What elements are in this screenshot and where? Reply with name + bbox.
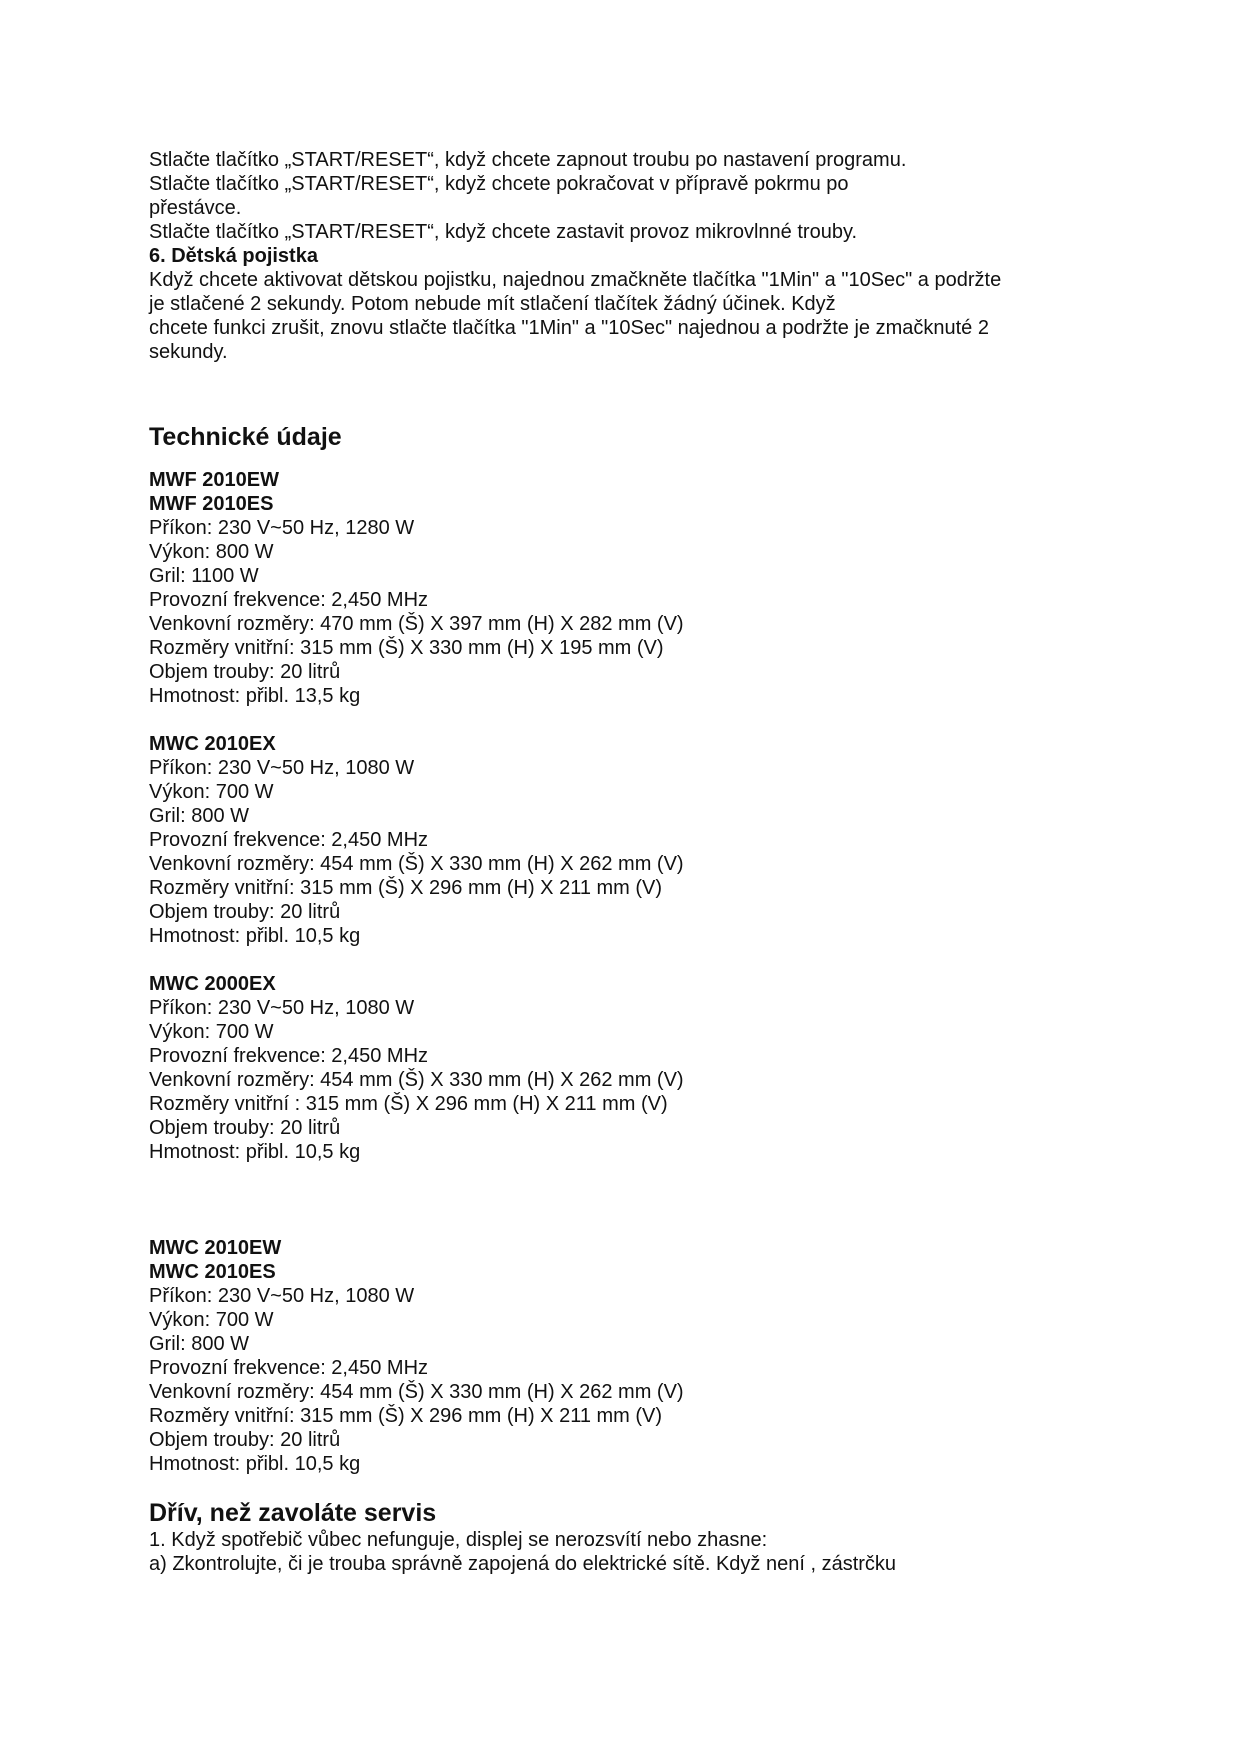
tech-specs-heading: Technické údaje — [149, 423, 342, 451]
spec-line: Hmotnost: přibl. 13,5 kg — [149, 685, 361, 707]
spec-line: Venkovní rozměry: 454 mm (Š) X 330 mm (H) X 262 mm (V) — [149, 1069, 684, 1091]
spec-line: Rozměry vnitřní: 315 mm (Š) X 296 mm (H) X 211 mm (V) — [149, 877, 663, 899]
spec-line: Výkon: 700 W — [149, 1309, 274, 1331]
model-block-mwc-2010ex — [149, 732, 1099, 948]
spec-line: Příkon: 230 V~50 Hz, 1280 W — [149, 517, 415, 539]
model-block-mwc-2010ew — [149, 1236, 1099, 1476]
spec-line: Provozní frekvence: 2,450 MHz — [149, 1045, 429, 1067]
spec-line: Hmotnost: přibl. 10,5 kg — [149, 1453, 361, 1475]
spec-line: Provozní frekvence: 2,450 MHz — [149, 589, 429, 611]
spacer — [149, 948, 1099, 972]
spec-line: Provozní frekvence: 2,450 MHz — [149, 1357, 429, 1379]
intro-line: Stlačte tlačítko „START/RESET“, když chcete zapnout troubu po nastavení programu. — [149, 149, 907, 171]
child-lock-title: 6. Dětská pojistka — [149, 245, 318, 267]
spec-line: Hmotnost: přibl. 10,5 kg — [149, 925, 361, 947]
spec-line: Výkon: 700 W — [149, 1021, 274, 1043]
spec-line: Venkovní rozměry: 454 mm (Š) X 330 mm (H) X 262 mm (V) — [149, 1381, 684, 1403]
model-name: MWC 2010EX — [149, 733, 276, 755]
spec-line: Objem trouby: 20 litrů — [149, 661, 341, 683]
intro-section — [149, 148, 1099, 364]
spec-line: Rozměry vnitřní: 315 mm (Š) X 296 mm (H) X 211 mm (V) — [149, 1405, 663, 1427]
model-name: MWF 2010ES — [149, 493, 274, 515]
spec-line: Gril: 800 W — [149, 805, 250, 827]
spacer — [149, 708, 1099, 732]
model-name: MWC 2010EW — [149, 1237, 282, 1259]
model-name: MWC 2000EX — [149, 973, 276, 995]
spec-line: Objem trouby: 20 litrů — [149, 901, 341, 923]
spec-line: Gril: 1100 W — [149, 565, 259, 587]
spacer — [149, 1164, 1099, 1236]
spec-line: Výkon: 700 W — [149, 781, 274, 803]
child-lock-line: je stlačené 2 sekundy. Potom nebude mít stlačení tlačítek žádný účinek. Když — [149, 293, 836, 315]
spec-line: Příkon: 230 V~50 Hz, 1080 W — [149, 757, 415, 779]
child-lock-line: chcete funkci zrušit, znovu stlačte tlačítka "1Min" a "10Sec" najednou a podržte je zmačknuté 2 — [149, 317, 989, 339]
spec-line: Rozměry vnitřní: 315 mm (Š) X 330 mm (H) X 195 mm (V) — [149, 637, 664, 659]
intro-line: Stlačte tlačítko „START/RESET“, když chcete zastavit provoz mikrovlnné trouby. — [149, 221, 858, 243]
model-name: MWC 2010ES — [149, 1261, 276, 1283]
tech-specs-list — [149, 468, 1099, 1476]
spec-line: Příkon: 230 V~50 Hz, 1080 W — [149, 997, 415, 1019]
intro-line: Stlačte tlačítko „START/RESET“, když chcete pokračovat v přípravě pokrmu po — [149, 173, 849, 195]
document-page — [149, 148, 1099, 1576]
spec-line: Venkovní rozměry: 470 mm (Š) X 397 mm (H) X 282 mm (V) — [149, 613, 684, 635]
model-block-mwf-2010 — [149, 468, 1099, 708]
service-heading: Dřív, než zavoláte servis — [149, 1499, 437, 1527]
service-line: 1. Když spotřebič vůbec nefunguje, displej se nerozsvítí nebo zhasne: — [149, 1529, 768, 1551]
spec-line: Objem trouby: 20 litrů — [149, 1117, 341, 1139]
service-line: a) Zkontrolujte, či je trouba správně zapojená do elektrické sítě. Když není , zástrčku — [149, 1553, 897, 1575]
spec-line: Příkon: 230 V~50 Hz, 1080 W — [149, 1285, 415, 1307]
spec-line: Výkon: 800 W — [149, 541, 274, 563]
spec-line: Gril: 800 W — [149, 1333, 250, 1355]
spec-line: Venkovní rozměry: 454 mm (Š) X 330 mm (H) X 262 mm (V) — [149, 853, 684, 875]
child-lock-line: Když chcete aktivovat dětskou pojistku, najednou zmačkněte tlačítka "1Min" a "10Sec" a podržte — [149, 269, 1002, 291]
spec-line: Objem trouby: 20 litrů — [149, 1429, 341, 1451]
spec-line: Hmotnost: přibl. 10,5 kg — [149, 1141, 361, 1163]
model-block-mwc-2000ex — [149, 972, 1099, 1164]
spec-line: Rozměry vnitřní : 315 mm (Š) X 296 mm (H) X 211 mm (V) — [149, 1093, 668, 1115]
spec-line: Provozní frekvence: 2,450 MHz — [149, 829, 429, 851]
child-lock-line: sekundy. — [149, 341, 228, 363]
model-name: MWF 2010EW — [149, 469, 280, 491]
intro-line: přestávce. — [149, 197, 242, 219]
